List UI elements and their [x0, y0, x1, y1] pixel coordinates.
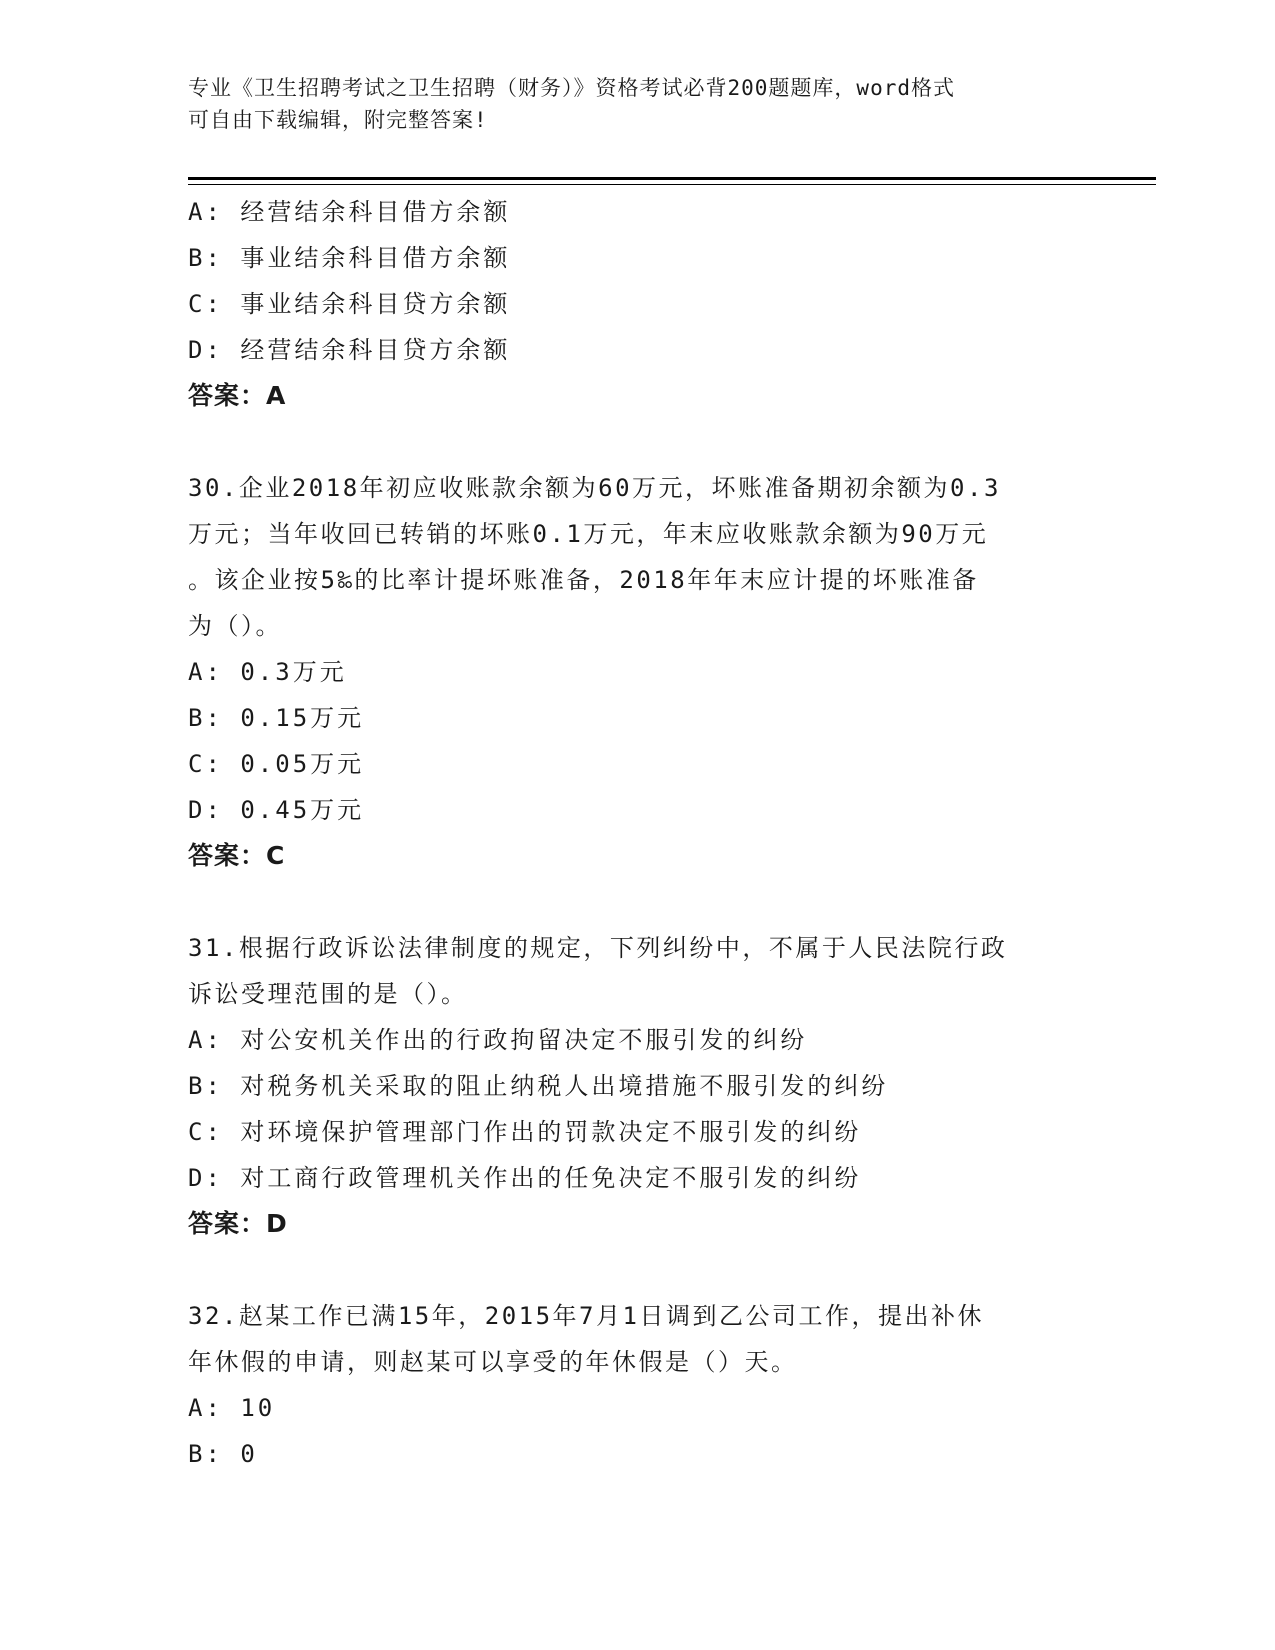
question-30 [188, 465, 1088, 879]
question-stem [188, 1293, 1088, 1385]
option-b: B: 对税务机关采取的阻止纳税人出境措施不服引发的纠纷 [188, 1072, 889, 1100]
option-c: C: 事业结余科目贷方余额 [188, 290, 511, 318]
question-29 [188, 189, 1088, 419]
stem-line: 。该企业按5‰的比率计提坏账准备，2018年年末应计提的坏账准备 [188, 566, 979, 594]
option-c: C: 对环境保护管理部门作出的罚款决定不服引发的纠纷 [188, 1118, 862, 1146]
stem-line: 31.根据行政诉讼法律制度的规定，下列纠纷中，不属于人民法院行政 [188, 934, 1008, 962]
stem-line: 诉讼受理范围的是（）。 [188, 980, 468, 1008]
option-a: A: 经营结余科目借方余额 [188, 198, 511, 226]
spacer [188, 879, 1088, 925]
option-d: D: 经营结余科目贷方余额 [188, 336, 511, 364]
option-a: A: 对公安机关作出的行政拘留决定不服引发的纠纷 [188, 1026, 808, 1054]
answer: 答案：A [188, 381, 287, 410]
option-b: B: 0.15万元 [188, 704, 365, 732]
header-divider-thick [188, 177, 1156, 180]
option-b: B: 事业结余科目借方余额 [188, 244, 511, 272]
stem-line: 年休假的申请，则赵某可以享受的年休假是（）天。 [188, 1348, 798, 1376]
option-a: A: 0.3万元 [188, 658, 347, 686]
header-line-2: 可自由下载编辑，附完整答案! [188, 108, 488, 132]
header-divider-thin [188, 184, 1156, 185]
option-d: D: 0.45万元 [188, 796, 365, 824]
option-c: C: 0.05万元 [188, 750, 365, 778]
answer: 答案：D [188, 1209, 288, 1238]
stem-line: 32.赵某工作已满15年，2015年7月1日调到乙公司工作，提出补休 [188, 1302, 984, 1330]
document-header [188, 72, 1088, 136]
option-a: A: 10 [188, 1394, 276, 1422]
answer: 答案：C [188, 841, 286, 870]
spacer [188, 1247, 1088, 1293]
question-stem [188, 925, 1088, 1017]
option-d: D: 对工商行政管理机关作出的任免决定不服引发的纠纷 [188, 1164, 862, 1192]
stem-line: 万元；当年收回已转销的坏账0.1万元，年末应收账款余额为90万元 [188, 520, 989, 548]
option-b: B: 0 [188, 1440, 258, 1468]
stem-line: 为（）。 [188, 612, 282, 640]
question-32 [188, 1293, 1088, 1477]
spacer [188, 419, 1088, 465]
question-31 [188, 925, 1088, 1247]
question-stem [188, 465, 1088, 649]
stem-line: 30.企业2018年初应收账款余额为60万元，坏账准备期初余额为0.3 [188, 474, 1001, 502]
question-list [188, 189, 1088, 1477]
header-line-1: 专业《卫生招聘考试之卫生招聘（财务）》资格考试必背200题题库，word格式 [188, 76, 955, 100]
